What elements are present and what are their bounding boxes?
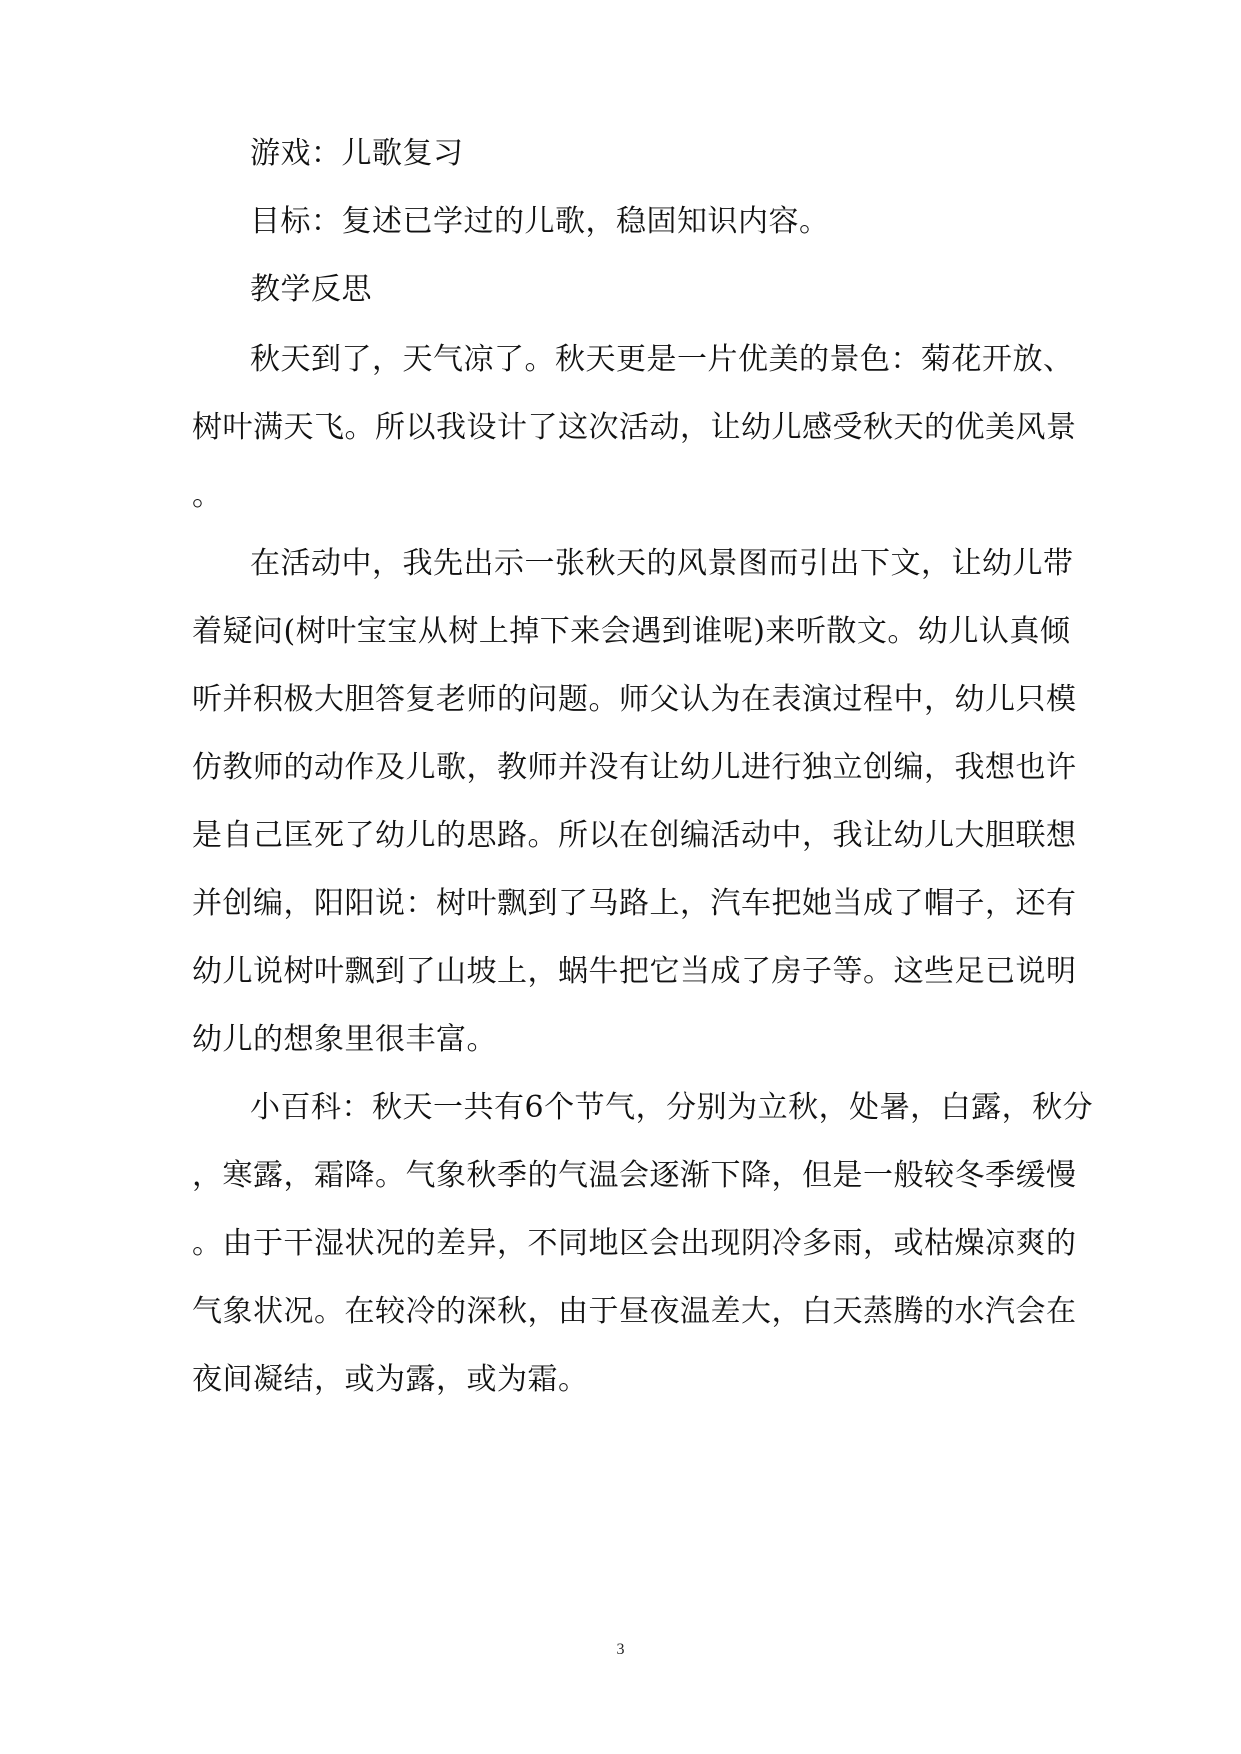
text-line: 气象状况。在较冷的深秋，由于昼夜温差大，白天蒸腾的水汽会在 [192,1294,1077,1329]
text-line: 幼儿的想象里很丰富。 [192,1022,497,1057]
text-line: 幼儿说树叶飘到了山坡上，蜗牛把它当成了房子等。这些足已说明 [192,954,1077,989]
text-line: 是自己匡死了幼儿的思路。所以在创编活动中，我让幼儿大胆联想 [192,818,1077,853]
text-line: 听并积极大胆答复老师的问题。师父认为在表演过程中，幼儿只模 [192,682,1077,717]
text-line: 。由于干湿状况的差异，不同地区会出现阴冷多雨，或枯燥凉爽的 [192,1226,1077,1261]
text-line: ，寒露，霜降。气象秋季的气温会逐渐下降，但是一般较冬季缓慢 [192,1158,1077,1193]
text-line: 。 [192,478,223,513]
text-line: 夜间凝结，或为露，或为霜。 [192,1362,589,1397]
section-heading: 教学反思 [250,272,372,307]
text-line: 仿教师的动作及儿歌，教师并没有让幼儿进行独立创编，我想也许 [192,750,1077,785]
page-number: 3 [616,1641,625,1658]
text-line: 目标：复述已学过的儿歌，稳固知识内容。 [250,204,830,239]
text-line: 小百科：秋天一共有6个节气，分别为立秋，处暑，白露，秋分 [250,1090,1094,1125]
text-line: 树叶满天飞。所以我设计了这次活动，让幼儿感受秋天的优美风景 [192,410,1077,445]
text-line: 并创编，阳阳说：树叶飘到了马路上，汽车把她当成了帽子，还有 [192,886,1077,921]
text-line: 秋天到了，天气凉了。秋天更是一片优美的景色：菊花开放、 [250,342,1074,377]
text-line: 在活动中，我先出示一张秋天的风景图而引出下文，让幼儿带 [250,546,1074,581]
text-line: 游戏：儿歌复习 [250,136,464,171]
text-line: 着疑问(树叶宝宝从树上掉下来会遇到谁呢)来听散文。幼儿认真倾 [192,614,1071,649]
